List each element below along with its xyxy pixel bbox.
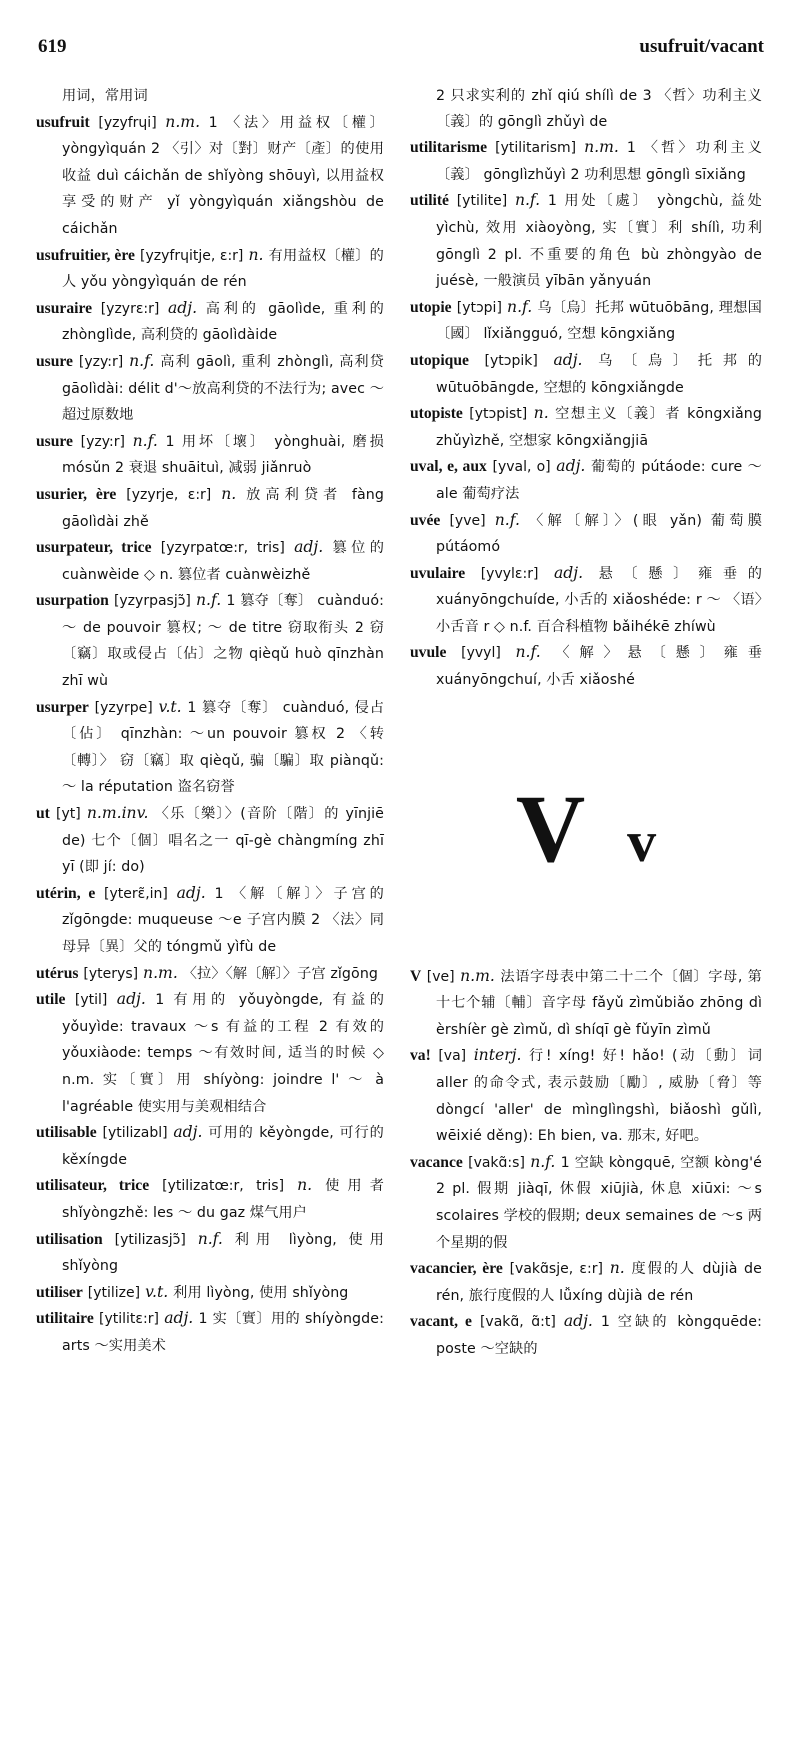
pronunciation: [yzy:r] [80, 433, 125, 450]
definition: 乌〔烏〕托邦的 wūtuōbāngde, 空想的 kōngxiǎngde [436, 352, 762, 396]
dictionary-entry [410, 1256, 762, 1309]
part-of-speech: v.t. [145, 1282, 169, 1301]
headword: usurpateur, trice [36, 539, 152, 557]
headword: vacance [410, 1153, 463, 1171]
part-of-speech: adj. [173, 1123, 203, 1142]
pronunciation: [ytilizasjɔ̃] [114, 1231, 186, 1248]
pronunciation: [yvylɛ:r] [480, 565, 539, 582]
definition: 悬〔懸〕雍垂的 xuányōngchuíde, 小舌的 xiǎoshéde: r ～ 〈语〉小舌音 r ◇ n.f. 百合科植物 bǎihékē zhíwù [436, 565, 762, 635]
headword: usurper [36, 698, 89, 716]
page-header [38, 36, 764, 64]
part-of-speech: n.f. [132, 431, 158, 450]
continuation-text: 2 只求实利的 zhǐ qiú shílì de 3 〈哲〉功利主义〔義〕的 gōnglì zhǔyì de [436, 88, 762, 130]
definition: 〈拉〉〈解〔解〕〉子宫 zǐgōng [182, 965, 379, 982]
headword: utilitaire [36, 1310, 94, 1328]
pronunciation: [yzyrpe] [94, 699, 153, 716]
part-of-speech: adj. [563, 1312, 593, 1331]
right-column [410, 84, 762, 1363]
definition: 高利的 gāolìde, 重利的 zhònglìde, 高利贷的 gāolìdàide [62, 300, 384, 344]
dictionary-entry [36, 482, 384, 535]
definition: 1 有用的 yǒuyòngde, 有益的 yǒuyìde: travaux ～s 有益的工程 2 有效的 yǒuxiàode: temps ～有效时间, 适当的时候 ◇ n.m. 实〔實〕用 shíyòng: joindre l' ～ à l'agréable 使实用与美观相结合 [62, 992, 384, 1115]
part-of-speech: n.m. [460, 966, 495, 985]
headword: utiliser [36, 1283, 83, 1301]
headword: usure [36, 352, 73, 370]
part-of-speech: n.f. [530, 1152, 556, 1171]
headword: utilisable [36, 1124, 97, 1142]
right-entry-list-after [410, 964, 762, 1363]
dictionary-entry [36, 296, 384, 349]
headword: uvule [410, 644, 447, 662]
definition: 〈解〔解〕〉(眼 yǎn) 葡萄膜 pútáomó [436, 512, 762, 556]
headword: uvulaire [410, 564, 466, 582]
part-of-speech: interj. [473, 1046, 522, 1065]
pronunciation: [yzyrpatœ:r, tris] [160, 540, 285, 557]
dictionary-entry [410, 401, 762, 454]
headword: ut [36, 805, 50, 823]
part-of-speech: n.f. [197, 1229, 223, 1248]
pronunciation: [yzyrje, ɛ:r] [126, 486, 212, 503]
part-of-speech: n. [221, 484, 237, 503]
definition: 1 篡夺〔奪〕 cuànduó: ～ de pouvoir 篡权; ～ de titre 窃取衔头 2 窃〔竊〕取或侵占〔佔〕之物 qièqǔ huò qīnzhàn zhī wù [62, 593, 384, 690]
definition: 放高利贷者 fàng gāolìdài zhě [62, 486, 384, 530]
dictionary-entry [36, 535, 384, 588]
definition: 〈乐〔樂〕〉(音阶〔階〕的 yīnjiē de) 七个〔個〕唱名之一 qī-gè chàngmíng zhī yī (即 jí: do) [62, 806, 384, 876]
pronunciation: [ytilite] [456, 193, 508, 210]
pronunciation: [yterɛ̃,in] [104, 885, 168, 902]
part-of-speech: n.m. [165, 112, 201, 131]
definition: 有用益权〔權〕的人 yǒu yòngyìquán de rén [62, 247, 384, 291]
headword: utilité [410, 192, 449, 210]
headword: V [410, 967, 422, 985]
definition: 1 实〔實〕用的 shíyòngde: arts ～实用美术 [62, 1311, 384, 1354]
pronunciation: [ve] [426, 968, 455, 985]
section-letter-banner [410, 694, 762, 964]
dictionary-entry [36, 987, 384, 1120]
part-of-speech: adj. [176, 883, 206, 902]
headword: utopiste [410, 405, 463, 423]
dictionary-entry [36, 349, 384, 429]
headword: uvée [410, 511, 441, 529]
dictionary-entry [410, 188, 762, 294]
pronunciation: [ytɔpi] [456, 299, 502, 316]
headword: va! [410, 1047, 431, 1065]
definition: 乌〔烏〕托邦 wūtuōbāng, 理想国〔國〕 lǐxiǎngguó, 空想 kōngxiǎng [436, 299, 762, 343]
pronunciation: [ytilize] [87, 1284, 141, 1301]
part-of-speech: n. [297, 1176, 313, 1195]
dictionary-entry [36, 1227, 384, 1280]
definition: 利用 lìyòng, 使用 shǐyòng [62, 1231, 384, 1275]
continuation-text: 用词，常用词 [62, 88, 148, 104]
headword: utile [36, 991, 66, 1009]
part-of-speech: n.f. [507, 297, 533, 316]
running-head: usufruit/vacant [639, 36, 764, 57]
part-of-speech: adj. [164, 1309, 194, 1328]
definition: 空想主义〔義〕者 kōngxiǎng zhǔyìzhě, 空想家 kōngxiǎngjiā [436, 406, 762, 449]
headword: utilisateur, trice [36, 1177, 150, 1195]
part-of-speech: n.m.inv. [86, 804, 149, 823]
part-of-speech: adj. [116, 990, 146, 1009]
dictionary-entry [36, 1173, 384, 1226]
definition: 1 〈解〔解〕〉子宫的 zǐgōngde: muqueuse ～e 子宫内膜 2 〈法〉同母异〔異〕父的 tóngmǔ yìfù de [62, 885, 384, 955]
pronunciation: [vakɑ̃, ɑ̃:t] [479, 1314, 556, 1331]
dictionary-entry [410, 135, 762, 188]
definition: 1 篡夺〔奪〕 cuànduó, 侵占〔佔〕 qīnzhàn: ～un pouvoir 篡权 2 〈转〔轉〕〉 窃〔竊〕取 qièqǔ, 骗〔騙〕取 piànqǔ: ～ la réputation 盗名窃誉 [62, 699, 385, 796]
part-of-speech: n.f. [196, 591, 222, 610]
pronunciation: [ytilitarism] [495, 140, 577, 157]
page-number: 619 [38, 36, 67, 57]
dictionary-entry [410, 1043, 762, 1149]
section-letter-lower: v [627, 808, 657, 874]
headword: uval, e, aux [410, 458, 487, 476]
pronunciation: [yzyfrɥitje, ɛ:r] [140, 247, 244, 264]
pronunciation: [yzy:r] [78, 353, 124, 370]
definition: 1 空缺的 kòngquēde: poste ～空缺的 [436, 1314, 762, 1357]
dictionary-entry [410, 295, 762, 348]
definition: 1 〈法〉用益权〔權〕 yòngyìquán 2 〈引〉对〔對〕财产〔產〕的使用收益 duì cáichǎn de shǐyòng shōuyì, 以用益权享受的财产 yǐ yòngyìquán xiǎngshòu de cáichǎn [62, 114, 384, 237]
definition: 可用的 kěyòngde, 可行的 kěxíngde [62, 1125, 384, 1168]
definition: 1 〈哲〉功利主义〔義〕 gōnglìzhǔyì 2 功利思想 gōnglì sīxiǎng [436, 140, 762, 183]
definition: 法语字母表中第二十二个〔個〕字母, 第十七个辅〔輔〕音字母 fǎyǔ zìmǔbiǎo zhōng dì èrshíèr gè zìmǔ, dì shíqī gè fǔyīn zìmǔ [436, 968, 762, 1038]
dictionary-entry [36, 961, 384, 988]
pronunciation: [ytɔpist] [469, 406, 528, 423]
definition: 度假的人 dùjià de rén, 旅行度假的人 lǚxíng dùjià de rén [436, 1261, 762, 1304]
part-of-speech: n. [533, 404, 549, 423]
pronunciation: [ytɔpik] [484, 352, 538, 369]
part-of-speech: adj. [553, 563, 584, 582]
dictionary-entry [410, 964, 762, 1044]
dictionary-entry [36, 801, 384, 881]
dictionary-entry [36, 1280, 384, 1307]
dictionary-entry [410, 1150, 762, 1256]
dictionary-entry [410, 348, 762, 401]
pronunciation: [yzyrpasjɔ̃] [113, 593, 191, 610]
definition: 篡位的 cuànwèide ◇ n. 篡位者 cuànwèizhě [62, 540, 384, 583]
dictionary-entry [410, 1309, 762, 1362]
part-of-speech: n.f. [129, 351, 155, 370]
pronunciation: [va] [438, 1048, 467, 1065]
part-of-speech: adj. [556, 457, 586, 476]
left-entry-list [36, 110, 384, 1360]
definition: 〈解〉悬〔懸〕雍垂 xuányōngchuí, 小舌 xiǎoshé [436, 645, 762, 689]
headword: utopique [410, 351, 469, 369]
pronunciation: [yterys] [83, 965, 139, 982]
part-of-speech: adj. [168, 298, 198, 317]
dictionary-entry [410, 454, 762, 507]
dictionary-entry [36, 429, 384, 482]
headword: utilisation [36, 1230, 103, 1248]
definition: 1 用坏〔壞〕 yònghuài, 磨损 mósǔn 2 衰退 shuāituì, 减弱 jiǎnruò [62, 433, 384, 477]
dictionary-entry [36, 695, 384, 801]
section-letter-upper: V [515, 774, 586, 882]
pronunciation: [vakɑ̃sje, ɛ:r] [509, 1261, 603, 1278]
definition: 高利 gāolì, 重利 zhònglì, 高利贷 gāolìdài: délit d'～放高利贷的不法行为; avec ～ 超过原数地 [62, 353, 384, 424]
pronunciation: [ytilizatœ:r, tris] [162, 1178, 285, 1195]
headword: usurier, ère [36, 485, 117, 503]
pronunciation: [yzyrɛ:r] [100, 300, 160, 317]
definition: 行! xíng! 好! hǎo! (动〔動〕词 aller 的命令式, 表示鼓励〔勵〕, 威胁〔脅〕等 dòngcí 'aller' de mìnglìngshì, biǎoshì gǔlì, wēixié děng): Eh bien, va. 那末, 好吧。 [436, 1048, 763, 1145]
headword: usufruit [36, 113, 90, 131]
part-of-speech: n.f. [494, 510, 520, 529]
dictionary-entry [36, 243, 384, 296]
dictionary-entry [36, 110, 384, 243]
part-of-speech: n.f. [514, 191, 541, 210]
headword: vacancier, ère [410, 1260, 503, 1278]
definition: 使用者 shǐyòngzhě: les ～ du gaz 煤气用户 [62, 1178, 384, 1221]
headword: utopie [410, 298, 452, 316]
part-of-speech: n. [248, 245, 264, 264]
dictionary-entry [36, 1120, 384, 1173]
part-of-speech: n. [609, 1259, 625, 1278]
part-of-speech: adj. [294, 538, 324, 557]
headword: utilitarisme [410, 139, 488, 157]
pronunciation: [yzyfrɥi] [98, 114, 157, 131]
pronunciation: [yt] [56, 806, 81, 823]
pronunciation: [ytilizabl] [102, 1125, 168, 1142]
part-of-speech: v.t. [158, 697, 182, 716]
dictionary-entry [36, 881, 384, 961]
pronunciation: [yval, o] [492, 459, 551, 476]
right-entry-list [410, 135, 762, 693]
dictionary-entry [36, 588, 384, 694]
dictionary-entry [410, 561, 762, 641]
headword: utérin, e [36, 884, 96, 902]
pronunciation: [yve] [449, 512, 486, 529]
dictionary-entry [410, 640, 762, 693]
headword: usurpation [36, 592, 109, 610]
part-of-speech: adj. [553, 350, 583, 369]
part-of-speech: n.m. [584, 138, 619, 157]
part-of-speech: n.m. [143, 963, 178, 982]
definition: 葡萄的 pútáode: cure ～ ale 葡萄疗法 [436, 459, 762, 502]
pronunciation: [ytil] [74, 992, 108, 1009]
headword: usufruitier, ère [36, 246, 135, 264]
pronunciation: [vakɑ̃:s] [468, 1154, 525, 1171]
definition: 利用 lìyòng, 使用 shǐyòng [173, 1284, 349, 1301]
left-column [36, 84, 384, 1360]
definition: 1 用处〔處〕 yòngchù, 益处 yìchù, 效用 xiàoyòng, 实〔實〕利 shílì, 功利 gōnglì 2 pl. 不重要的角色 bù zhòngyào de juésè, 一般演员 yībān yǎnyuán [436, 193, 762, 290]
dictionary-entry [36, 1306, 384, 1359]
headword: vacant, e [410, 1313, 472, 1331]
pronunciation: [yvyl] [461, 645, 501, 662]
headword: usure [36, 432, 73, 450]
part-of-speech: n.f. [515, 643, 541, 662]
definition: 1 空缺 kòngquē, 空额 kòng'é 2 pl. 假期 jiàqī, 休假 xiūjià, 休息 xiūxi: ～s scolaires 学校的假期; deux semaines de ～s 两个星期的假 [436, 1154, 762, 1251]
dictionary-entry [410, 508, 762, 561]
headword: utérus [36, 964, 79, 982]
headword: usuraire [36, 299, 93, 317]
pronunciation: [ytilitɛ:r] [99, 1311, 159, 1328]
